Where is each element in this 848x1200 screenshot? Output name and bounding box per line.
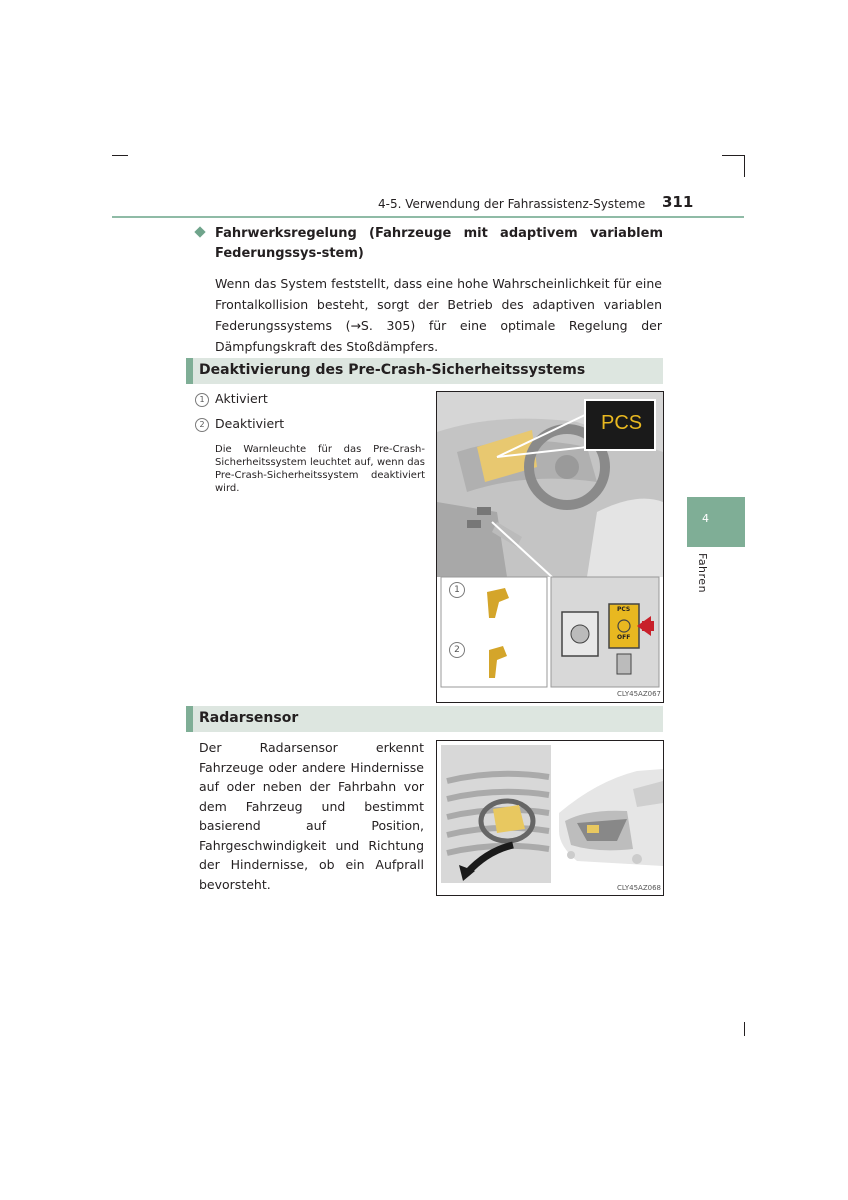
deactivation-section-header [186, 358, 663, 384]
switch-label-off: OFF [617, 634, 631, 641]
deactivation-note: Die Warnleuchte für das Pre-Crash-Sicherheitssystem leuchtet auf, wenn das Pre-Crash-Sicherheitssystem deaktiviert wird. [215, 444, 425, 494]
chapter-tab [687, 497, 745, 547]
suspension-heading: Fahrwerksregelung (Fahrzeuge mit adaptivem variablem Federungssys-stem) [215, 226, 663, 261]
header-rule [112, 216, 744, 218]
crop-mark-top-right-v [744, 155, 745, 177]
crop-mark-top-right-h [722, 155, 744, 156]
item-number-2: 2 [195, 418, 209, 432]
switch-label-pcs: PCS [617, 606, 631, 613]
callout-2: 2 [449, 642, 465, 658]
item-label-activated: Aktiviert [215, 391, 268, 406]
crop-mark-bottom-right-v [744, 1022, 745, 1036]
radar-title: Radarsensor [199, 710, 299, 726]
cockpit-illustration [437, 392, 663, 702]
diamond-bullet-icon [194, 226, 205, 237]
pcs-figure [436, 391, 664, 703]
radar-figure [436, 740, 664, 896]
deactivation-title: Deaktivierung des Pre-Crash-Sicherheitssystems [199, 362, 586, 378]
figure-code-068: CLY45AZ068 [617, 884, 661, 892]
chapter-label: Fahren [696, 553, 709, 594]
chapter-number: 4 [702, 512, 709, 525]
figure-code-067: CLY45AZ067 [617, 690, 661, 698]
radar-body: Der Radarsensor erkennt Fahrzeuge oder andere Hindernisse auf oder neben der Fahrbahn vor dem Fahrzeug und bestimmt basierend auf Position, Fahrgeschwindigkeit und Richtung der Hindernisse, ob ein Aufprall bevorsteht. [199, 740, 424, 892]
radar-section-header [186, 706, 663, 732]
running-header: 4-5. Verwendung der Fahrassistenz-Systeme [378, 197, 646, 211]
crop-mark-left [112, 155, 128, 156]
callout-1: 1 [449, 582, 465, 598]
radar-illustration [437, 741, 663, 895]
item-label-deactivated: Deaktiviert [215, 416, 285, 431]
item-number-1: 1 [195, 393, 209, 407]
suspension-body: Wenn das System feststellt, dass eine hohe Wahrscheinlichkeit für eine Frontalkollision besteht, sorgt der Betrieb des adaptiven variablen Federungssystems (→S. 305) für eine optimale Regelung der Dämpfungskraft des Stoßdämpfers. [215, 276, 662, 354]
page-number: 311 [662, 193, 694, 211]
pcs-indicator-text: PCS [601, 412, 643, 434]
